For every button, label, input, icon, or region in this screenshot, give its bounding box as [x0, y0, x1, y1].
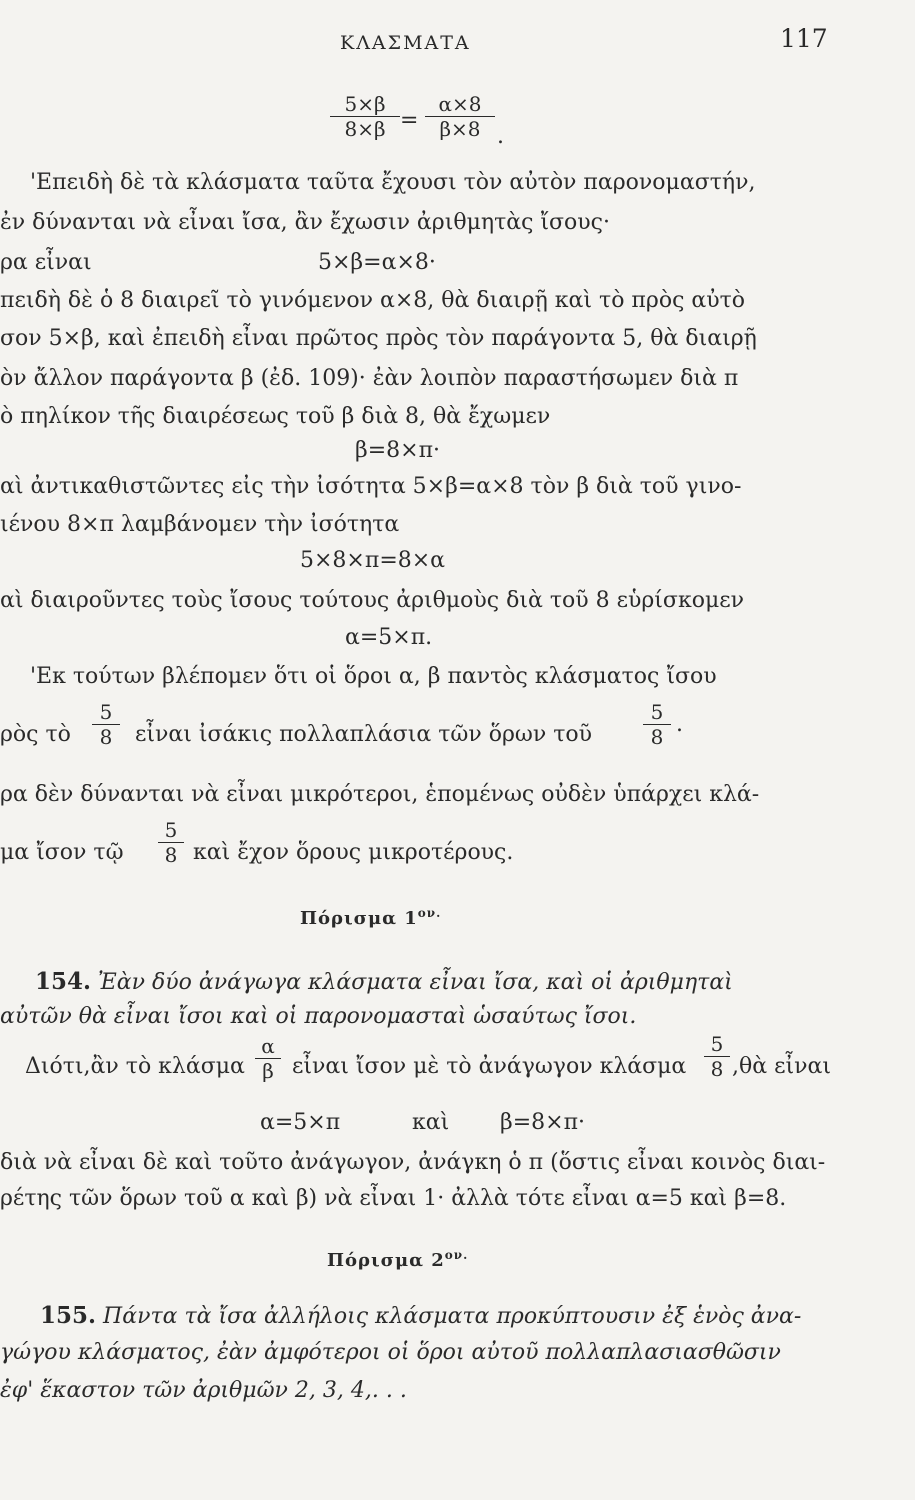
eq1-left-fraction [330, 92, 400, 141]
text-line: ὸ πηλίκον τῆς διαιρέσεως τοῦ β διὰ 8, θὰ ἔχωμεν [0, 404, 551, 429]
heading-suffix: ον. [417, 906, 442, 920]
text-line: ἐν δύνανται νὰ εἶναι ἴσα, ἂν ἔχωσιν ἀριθμητὰς ἴσους· [0, 210, 610, 235]
fraction-numerator: 5 [710, 1032, 724, 1056]
text-line: ρέτης τῶν ὅρων τοῦ α καὶ β) νὰ εἶναι 1· ἀλλὰ τότε εἶναι α=5 καὶ β=8. [0, 1186, 787, 1211]
text-line: καὶ ἔχον ὅρους μικροτέρους. [193, 840, 514, 865]
text-line: ρὸς τὸ [0, 722, 71, 747]
text-line: εἶναι ἴσον μὲ τὸ ἀνάγωγον κλάσμα [292, 1054, 687, 1079]
fraction-numerator: 5 [164, 818, 178, 842]
fraction-5-8 [158, 818, 184, 867]
fraction-numerator: α [261, 1034, 275, 1058]
fraction-denominator: 8 [99, 725, 113, 749]
theorem-text: αὐτῶν θὰ εἶναι ἴσοι καὶ οἱ παρονομασταὶ ὡσαύτως ἴσοι. [0, 1004, 637, 1029]
heading-text: Πόρισμα 2 [327, 1250, 445, 1271]
eq1-right-fraction [425, 92, 495, 141]
equation: β=8×π· [355, 438, 441, 463]
equation: 5×β=α×8· [318, 250, 436, 275]
equation: α=5×π. [345, 625, 433, 650]
eq1-right-numerator: α×8 [438, 92, 482, 116]
text-line: ὸν ἄλλον παράγοντα β (ἐδ. 109)· ἐὰν λοιπὸν παραστήσωμεν διὰ π [0, 366, 739, 391]
text-line: εἶναι ἰσάκις πολλαπλάσια τῶν ὅρων τοῦ [135, 722, 593, 747]
section-number: 155. [40, 1302, 97, 1329]
text-line: ,θὰ εἶναι [732, 1054, 831, 1079]
period: . [676, 712, 683, 737]
fraction-5-8 [92, 700, 120, 749]
text-line: ρα δὲν δύνανται νὰ εἶναι μικρότεροι, ἑπομένως οὐδὲν ὑπάρχει κλά- [0, 782, 760, 807]
text-line: 'Εκ τούτων βλέπομεν ὅτι οἱ ὅροι α, β παντὸς κλάσματος ἴσου [30, 664, 717, 689]
section-number: 154. [35, 968, 92, 995]
text-line: 'Επειδὴ δὲ τὰ κλάσματα ταῦτα ἔχουσι τὸν αὐτὸν παρονομαστήν, [30, 170, 756, 195]
eq1-equals: = [400, 108, 419, 133]
fraction-5-8 [704, 1032, 730, 1081]
fraction-numerator: 5 [650, 700, 664, 724]
text-line: διὰ νὰ εἶναι δὲ καὶ τοῦτο ἀνάγωγον, ἀνάγκη ὁ π (ὅστις εἶναι κοινὸς διαι- [0, 1150, 826, 1175]
equation: α=5×π [260, 1110, 341, 1135]
section-154-line [35, 968, 733, 995]
corollary-heading-1 [300, 906, 441, 929]
running-header: ΚΛΑΣΜΑΤΑ [340, 32, 471, 54]
theorem-text: ἐφ' ἕκαστον τῶν ἀριθμῶν 2, 3, 4,. . . [0, 1378, 407, 1403]
text-line: καὶ [412, 1110, 450, 1135]
equation: β=8×π· [500, 1110, 586, 1135]
eq1-left-numerator: 5×β [344, 92, 386, 116]
eq1-period: . [497, 124, 504, 149]
text-line: αὶ διαιροῦντες τοὺς ἴσους τούτους ἀριθμοὺς διὰ τοῦ 8 εὑρίσκομεν [0, 588, 745, 613]
theorem-text: Πάντα τὰ ἴσα ἀλλήλοις κλάσματα προκύπτουσιν ἐξ ἑνὸς ἀνα- [103, 1304, 802, 1329]
text-line: ρα εἶναι [0, 250, 92, 275]
heading-text: Πόρισμα 1 [300, 908, 418, 929]
fraction-denominator: 8 [710, 1057, 724, 1081]
fraction-denominator: 8 [650, 725, 664, 749]
text-line: Διότι,ἂν τὸ κλάσμα [25, 1054, 245, 1079]
text-line: σον 5×β, καὶ ἐπειδὴ εἶναι πρῶτος πρὸς τὸν παράγοντα 5, θὰ διαιρῇ [0, 326, 757, 351]
equation: 5×8×π=8×α [300, 548, 446, 573]
text-line: ιένου 8×π λαμβάνομεν τὴν ἰσότητα [0, 512, 400, 537]
fraction-denominator: 8 [164, 843, 178, 867]
eq1-right-denominator: β×8 [439, 117, 481, 141]
theorem-text: Ἐὰν δύο ἀνάγωγα κλάσματα εἶναι ἴσα, καὶ οἱ ἀριθμηταὶ [98, 970, 733, 995]
fraction-5-8 [643, 700, 671, 749]
fraction-denominator: β [262, 1059, 274, 1083]
theorem-text: γώγου κλάσματος, ἐὰν ἀμφότεροι οἱ ὅροι αὐτοῦ πολλαπλασιασθῶσιν [0, 1340, 781, 1365]
corollary-heading-2 [327, 1248, 468, 1271]
fraction-numerator: 5 [99, 700, 113, 724]
text-line: μα ἴσον τῷ [0, 840, 124, 865]
section-155-line [40, 1302, 801, 1329]
text-line: αὶ ἀντικαθιστῶντες εἰς τὴν ἰσότητα 5×β=α×8 τὸν β διὰ τοῦ γινο- [0, 474, 742, 499]
heading-suffix: ον. [444, 1248, 469, 1262]
text-line: πειδὴ δὲ ὁ 8 διαιρεῖ τὸ γινόμενον α×8, θὰ διαιρῇ καὶ τὸ πρὸς αὐτὸ [0, 288, 746, 313]
fraction-a-b [255, 1034, 281, 1083]
page-number: 117 [780, 24, 828, 53]
eq1-left-denominator: 8×β [344, 117, 386, 141]
